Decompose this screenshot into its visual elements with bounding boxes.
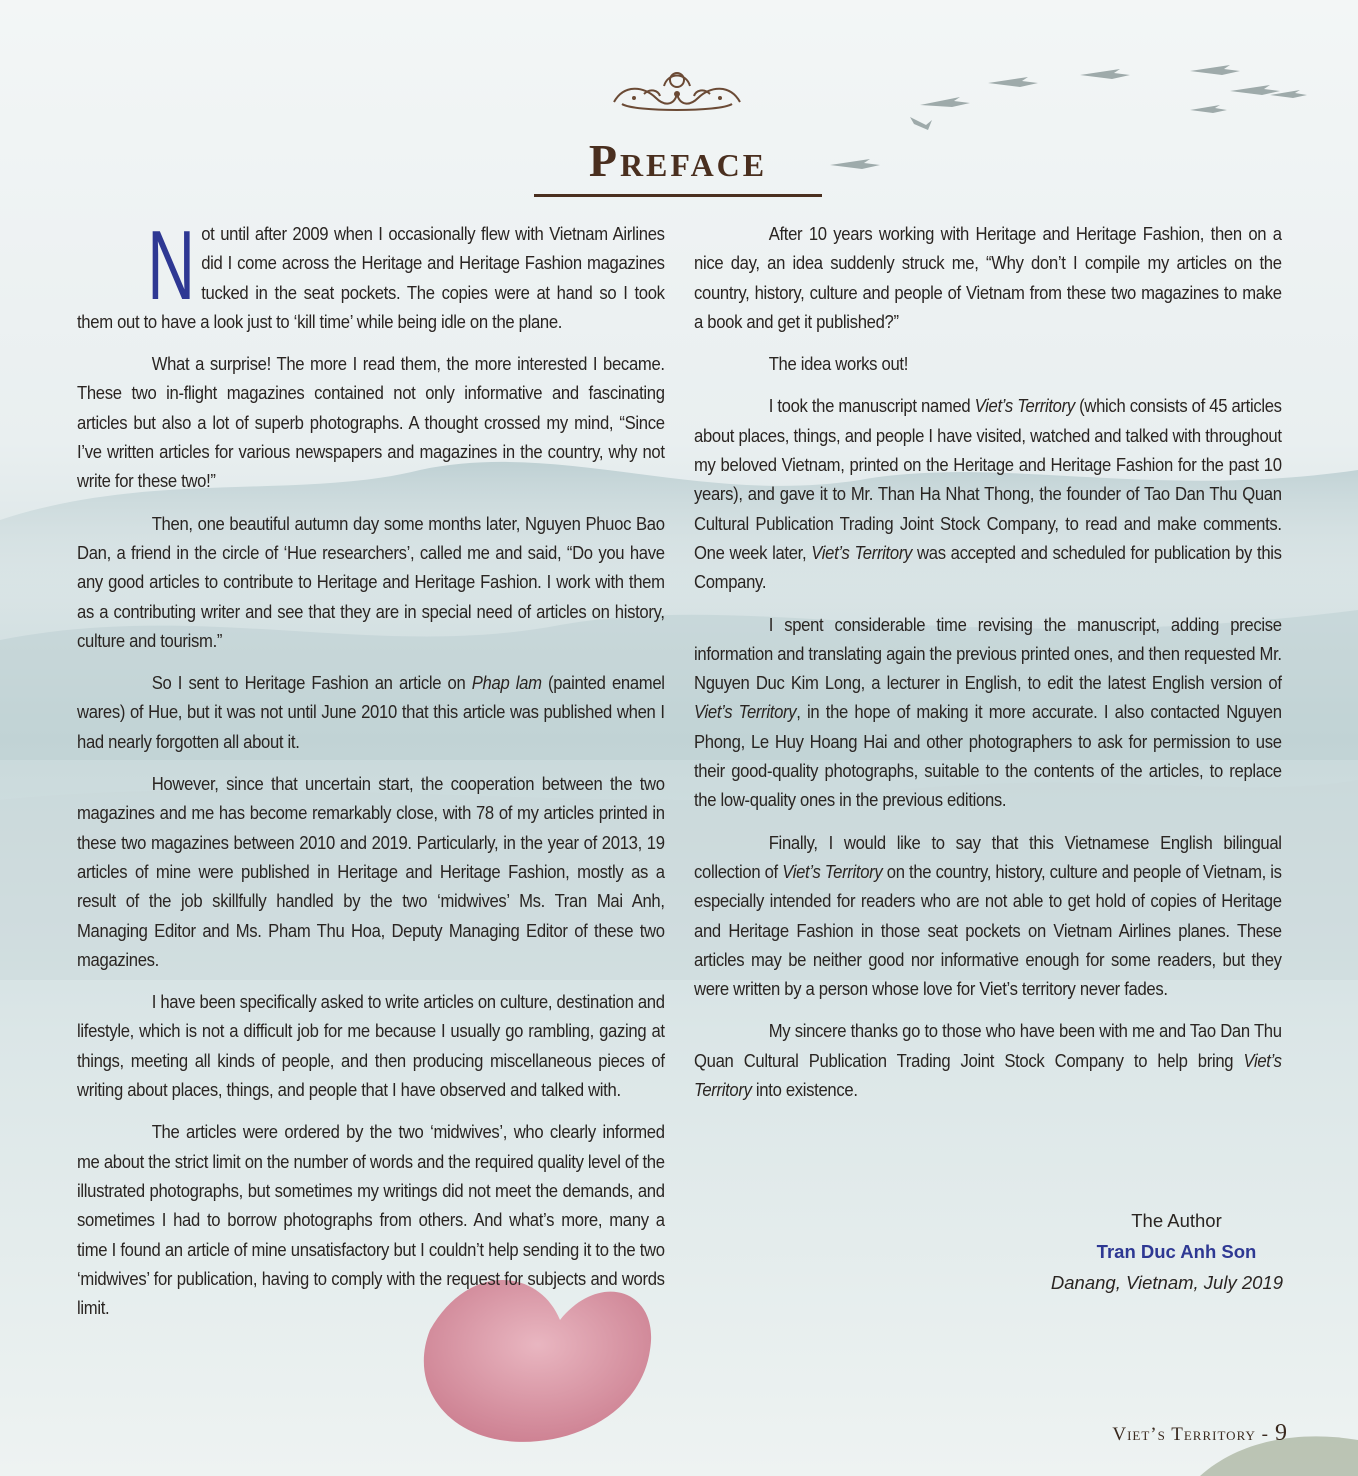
right-column <box>694 219 1282 1117</box>
left-paragraph-2: What a surprise! The more I read them, the more interested I became. These two in-flight magazines contained not only informative and fascinating articles but also a lot of superb photographs. A thought crossed my mind, “Since I’ve written articles for various newspapers and magazines in the country, why not write for these two!” <box>77 353 665 492</box>
drop-cap: N <box>147 210 195 320</box>
left-paragraph-4: So I sent to Heritage Fashion an article on Phap lam (painted enamel wares) of Hue, but it was not until June 2010 that this article was published when I had nearly forgotten all about it. <box>77 672 665 752</box>
author-name: Tran Duc Anh Son <box>1096 1241 1257 1262</box>
ornament-icon <box>604 64 750 116</box>
left-paragraph-6: I have been specifically asked to write articles on culture, destination and lifestyle, which is not a difficult job for me because I usually go rambling, gazing at things, meeting all kinds of people, and then producing miscellaneous pieces of writing about places, things, and people that I have observed and talked with. <box>77 991 665 1101</box>
right-paragraph-5: Finally, I would like to say that this Vietnamese English bilingual collection of Viet’s Territory on the country, history, culture and people of Vietnam, is especially intended for readers who are not able to get hold of copies of Heritage and Heritage Fashion in those seat pockets on Vietnam Airlines planes. These articles may be neither good nor informative enough for some readers, but they were written by a person whose love for Viet’s territory never fades. <box>694 831 1282 1000</box>
page-footer <box>1112 1420 1288 1447</box>
left-column <box>77 210 665 1335</box>
signature-block <box>1000 1205 1283 1298</box>
page-title: Preface <box>588 135 768 186</box>
left-paragraph-5: However, since that uncertain start, the cooperation between the two magazines and me has become remarkably close, with 78 of my articles printed in these two magazines between 2010 and 2019. Particularly, in the year of 2013, 19 articles of mine were published in Heritage and Heritage Fashion, mostly as a result of the job skillfully handled by the two ‘midwives’ Ms. Tran Mai Anh, Managing Editor and Ms. Pham Thu Hoa, Deputy Managing Editor of these two magazines. <box>77 773 665 970</box>
left-paragraph-1: Not until after 2009 when I occasionally flew with Vietnam Airlines did I come across the Heritage and Heritage Fashion magazines tucked in the seat pockets. The copies were at hand so I took them out to have a look just to ‘kill time’ while being idle on the plane. <box>77 210 665 332</box>
right-paragraph-3: I took the manuscript named Viet’s Territory (which consists of 45 articles about places, things, and people I have visited, watched and talked with throughout my beloved Vietnam, printed on the Heritage and Heritage Fashion for the past 10 years), and gave it to Mr. Than Ha Nhat Thong, the founder of Tao Dan Thu Quan Cultural Publication Trading Joint Stock Company, to read and make comments. One week later, Viet’s Territory was accepted and scheduled for publication by this Company. <box>694 395 1282 593</box>
page-number: 9 <box>1275 1420 1288 1446</box>
author-role: The Author <box>1131 1210 1222 1231</box>
right-paragraph-6: My sincere thanks go to those who have been with me and Tao Dan Thu Quan Cultural Publication Trading Joint Stock Company to help bring Viet’s Territory into existence. <box>694 1020 1282 1101</box>
running-title: Viet’s Territory - <box>1112 1424 1269 1445</box>
title-underline <box>534 194 822 197</box>
right-paragraph-1: After 10 years working with Heritage and Heritage Fashion, then on a nice day, an idea suddenly struck me, “Why don’t I compile my articles on the country, history, culture and people of Vietnam from these two magazines to make a book and get it published?” <box>694 223 1282 332</box>
right-paragraph-4: I spent considerable time revising the manuscript, adding precise information and translating again the previous printed ones, and then requested Mr. Nguyen Duc Kim Long, a lecturer in English, to edit the latest English version of Viet’s Territory, in the hope of making it more accurate. I also contacted Nguyen Phong, Le Huy Hoang Hai and other photographers to ask for permission to use their good-quality photographs, suitable to the contents of the articles, to replace the low-quality ones in the previous editions. <box>694 613 1282 811</box>
place-date: Danang, Vietnam, July 2019 <box>1050 1272 1283 1293</box>
left-paragraph-3: Then, one beautiful autumn day some months later, Nguyen Phuoc Bao Dan, a friend in the circle of ‘Hue researchers’, called me and said, “Do you have any good articles to contribute to Heritage and Heritage Fashion. I work with them as a contributing writer and see that they are in special need of articles on history, culture and tourism.” <box>77 512 665 651</box>
left-paragraph-7: The articles were ordered by the two ‘midwives’, who clearly informed me about the strict limit on the number of words and the required quality level of the illustrated photographs, but sometimes my writings did not meet the demands, and sometimes I had to borrow photographs from others. And what’s more, many a time I found an article of mine unsatisfactory but I couldn’t help sending it to the two ‘midwives’ for publication, having to comply with the request for subjects and words limit. <box>77 1121 665 1319</box>
right-paragraph-2: The idea works out! <box>768 353 909 375</box>
birds-icon <box>820 55 1320 185</box>
